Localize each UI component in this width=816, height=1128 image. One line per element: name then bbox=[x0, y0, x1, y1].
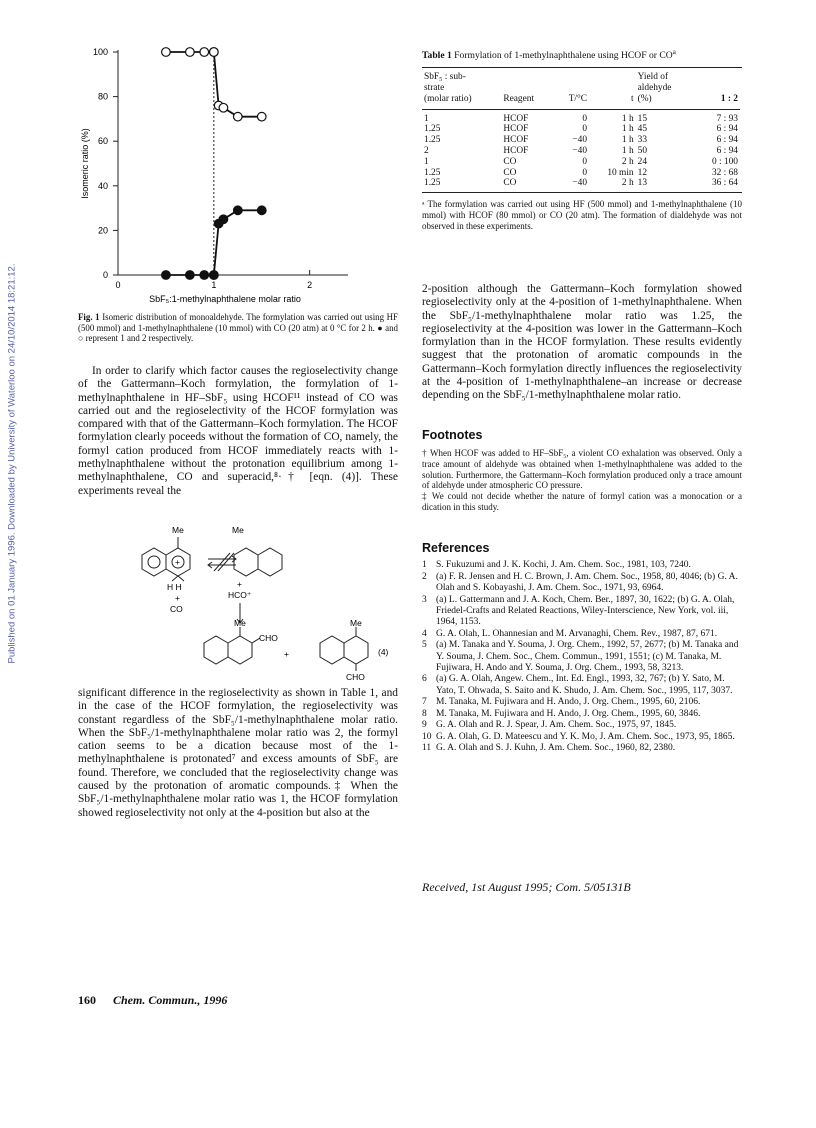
table-cell: CO bbox=[503, 167, 517, 178]
reference-text: M. Tanaka, M. Fujiwara and H. Ando, J. Org. Chem., 1995, 60, 2106. bbox=[436, 697, 701, 708]
table-1 bbox=[422, 48, 742, 232]
table-cell: HCOF bbox=[503, 124, 529, 135]
table-cell: 0 bbox=[582, 156, 588, 167]
table-cell: 2 h bbox=[621, 178, 634, 189]
page-number: 160 bbox=[78, 993, 96, 1007]
table-cell: 1.25 bbox=[424, 167, 441, 178]
data-point bbox=[200, 271, 209, 280]
reference-number: 2 bbox=[422, 571, 427, 582]
cho-label-1: CHO bbox=[259, 633, 278, 643]
reference-text: (a) G. A. Olah, Angew. Chem., Int. Ed. Engl., 1993, 32, 767; (b) Y. Sato, M. Yato, T. Ohwada, S. Saito and K. Shudo, J. Am. Chem. Soc., 1995, 117, 3037. bbox=[436, 674, 733, 696]
reference-text: S. Fukuzumi and J. K. Kochi, J. Am. Chem. Soc., 1981, 103, 7240. bbox=[436, 560, 691, 571]
table-header-cell: 1 : 2 bbox=[694, 68, 740, 109]
footnotes-section bbox=[422, 428, 742, 513]
reference-text: G. A. Olah, L. Ohannesian and M. Arvanaghi, Chem. Rev., 1987, 87, 671. bbox=[436, 628, 718, 639]
hco-label: HCO⁺ bbox=[228, 590, 252, 600]
table-cell: 36 : 64 bbox=[711, 178, 738, 189]
table-cell: HCOF bbox=[503, 113, 529, 124]
reference-text: (a) F. R. Jensen and H. C. Brown, J. Am. Chem. Soc., 1958, 80, 4046; (b) G. A. Olah and S. Kobayashi, J. Am. Chem. Soc., 1971, 93, 6964. bbox=[436, 571, 738, 594]
reference-item bbox=[422, 560, 742, 571]
data-point bbox=[186, 271, 195, 280]
footnote-1: † When HCOF was added to HF–SbF₅, a violent CO exhalation was observed. Only a trace amount of aldehyde was obtained when 1-methylnaphthalene was added to the solution. Furthermore, the Gattermann–Koch formylation produced only a trace amount of aldehyde under atmospheric CO pressure. bbox=[422, 448, 742, 491]
table-cell: 13 bbox=[637, 178, 647, 189]
table-header-cell: Yield of aldehyde (%) bbox=[636, 68, 694, 109]
data-point bbox=[210, 48, 219, 57]
y-tick-label: 80 bbox=[97, 91, 108, 102]
references-heading: References bbox=[422, 541, 490, 555]
figure-caption bbox=[78, 312, 398, 344]
table-cell: 50 bbox=[637, 145, 647, 156]
cho-label-2: CHO bbox=[346, 672, 365, 682]
table-cell: 12 bbox=[637, 167, 647, 178]
table-cell: 6 : 94 bbox=[716, 145, 738, 156]
table-cell: 0 bbox=[582, 124, 588, 135]
table-cell: 1 bbox=[424, 156, 429, 167]
table-footnote: ᵃ The formylation was carried out using HF (500 mmol) and 1-methylnaphthalene (10 mmol) with HCOF (80 mmol) or CO (20 atm). The formation of dialdehyde was not observed in these experiments. bbox=[422, 199, 742, 231]
data-point bbox=[200, 48, 209, 57]
table-cell: 45 bbox=[637, 124, 647, 135]
table-cell: 1 h bbox=[621, 124, 634, 135]
reference-text: (a) L. Gattermann and J. A. Koch, Chem. Ber., 1897, 30, 1622; (b) G. A. Olah, Friedel-Crafts and Related Reactions, Wiley-Interscience, New York, vol. iii, 1964, 1153. bbox=[436, 594, 735, 628]
table-row bbox=[422, 109, 740, 124]
table-cell: 0 bbox=[582, 167, 588, 178]
data-point bbox=[233, 112, 242, 121]
table-cell: 1 bbox=[424, 113, 429, 124]
data-point bbox=[186, 48, 195, 57]
table-cell: −40 bbox=[572, 135, 588, 146]
reference-item bbox=[422, 674, 742, 697]
data-point bbox=[219, 215, 228, 224]
figure-label: Fig. 1 bbox=[78, 312, 100, 322]
methyl-label-4: Me bbox=[350, 618, 362, 628]
table-header-cell: t bbox=[589, 68, 636, 109]
plus-sign-1: + bbox=[175, 593, 180, 603]
table-title: Table 1 Formylation of 1-methylnaphthalene using HCOF or $CO^a$ bbox=[422, 48, 676, 62]
table-cell: 24 bbox=[637, 156, 647, 167]
data-point bbox=[162, 48, 171, 57]
table-row bbox=[422, 146, 740, 157]
table-cell: 0 bbox=[582, 113, 588, 124]
table-header-cell: Reagent bbox=[501, 68, 554, 109]
table-cell: 1 h bbox=[621, 145, 634, 156]
reference-text: G. A. Olah and R. J. Spear, J. Am. Chem. Soc., 1975, 97, 1845. bbox=[436, 720, 677, 731]
references-section bbox=[422, 543, 742, 754]
table-cell: 1.25 bbox=[424, 178, 441, 189]
data-point bbox=[257, 206, 266, 215]
reference-item bbox=[422, 743, 742, 754]
table-cell: 2 h bbox=[621, 156, 634, 167]
table-cell: −40 bbox=[572, 178, 588, 189]
table-row bbox=[422, 157, 740, 168]
footnotes-heading: Footnotes bbox=[422, 428, 483, 442]
table-cell: −40 bbox=[572, 145, 588, 156]
body-paragraph-3: 2-position although the Gattermann–Koch formylation showed regioselectivity only at the 4-position of 1-methylnaphthalene. When the SbF₅/1-methylnaphthalene molar ratio was 1.25, the regioselectivity at the 4-position was lower in the Gattermann–Koch formylation than in the HCOF formylation. These results evidently suggest that the protonation of aromatic compounds in the Gattermann–Koch formylation directly influences the regioselectivity at the 4-position of 1-methylnaphthalene–an increase or decrease depending on the SbF₅/1-methylnaphthalene molar ratio. bbox=[422, 283, 742, 402]
table-cell: 7 : 93 bbox=[716, 113, 738, 124]
reference-number: 8 bbox=[422, 708, 427, 719]
reference-text: G. A. Olah, G. D. Mateescu and Y. K. Mo, J. Am. Chem. Soc., 1973, 95, 1865. bbox=[436, 731, 735, 742]
reference-text: (a) M. Tanaka and Y. Souma, J. Org. Chem., 1992, 57, 2677; (b) M. Tanaka and Y. Souma, J. Chem. Soc., Chem. Commun., 1991, 1551; (c) M. Tanaka, M. Fujiwara, H. Ando and Y. Souma, J. Org. Chem., 1993, 58, 3213. bbox=[436, 640, 739, 674]
reference-number: 4 bbox=[422, 628, 427, 639]
table-cell: 1.25 bbox=[424, 124, 441, 135]
hh-label: H H bbox=[167, 582, 182, 592]
body-paragraph-1: In order to clarify which factor causes the regioselectivity change of the Gattermann–Koch formylation, the formylation of 1-methylnaphthalene in HF–SbF₅ using HCOF¹¹ instead of CO was carried out and the regioselectivity of the HCOF formylation was compared with that of the Gattermann–Koch formylation. The HCOF formylation clearly poceeds without the formation of CO, namely, the formyl cation produced from HCOF immediately reacts with 1-methylnaphthalene without the protonation equilibrium among 1-methylnaphthalene, CO and superacid,⁸·† [eqn. (4)]. These experiments reveal the bbox=[78, 365, 398, 497]
methyl-label-3: Me bbox=[234, 618, 246, 628]
reference-item bbox=[422, 595, 742, 629]
y-tick-label: 40 bbox=[97, 180, 108, 191]
table-cell: 1 h bbox=[621, 113, 634, 124]
reference-item bbox=[422, 640, 742, 674]
plus-charge: + bbox=[175, 557, 180, 567]
table-cell: 1.25 bbox=[424, 135, 441, 146]
table-cell: 32 : 68 bbox=[711, 167, 738, 178]
reference-item bbox=[422, 629, 742, 640]
reference-number: 11 bbox=[422, 742, 432, 753]
reference-item bbox=[422, 697, 742, 708]
y-tick-label: 20 bbox=[97, 225, 108, 236]
reaction-scheme bbox=[78, 515, 408, 682]
plus-sign-3: + bbox=[284, 649, 289, 659]
body-paragraph-2: significant difference in the regioselectivity as shown in Table 1, and in the case of the HCOF formylation, the regioselectivity was constant regardless of the SbF₅/1-methylnaphthalene molar ratio. When the SbF₅/1-methylnaphthalene molar ratio was 2, the formyl cation seems to be a dication because most of the 1-methylnaphthalene is protonated⁷ and excess amounts of SbF₅ are found. Therefore, we concluded that the regioselectivity change was caused by the protonation of aromatic compounds.‡ When the SbF₅/1-methylnaphthalene molar ratio was 1, the HCOF formylation showed regioselectivity not only at the 4-position but also at the bbox=[78, 687, 398, 819]
x-tick-label: 2 bbox=[307, 280, 313, 290]
reference-number: 1 bbox=[422, 560, 427, 571]
table-row bbox=[422, 124, 740, 135]
data-point bbox=[219, 103, 228, 112]
reference-text: M. Tanaka, M. Fujiwara and H. Ando, J. Org. Chem., 1995, 60, 3846. bbox=[436, 708, 701, 719]
data-point bbox=[257, 112, 266, 121]
equation-number: (4) bbox=[378, 647, 389, 657]
table-cell: 1 h bbox=[621, 135, 634, 146]
x-tick-label: 1 bbox=[211, 280, 217, 290]
table-cell: 2 bbox=[424, 145, 429, 156]
table-header-cell: SbF₅ : sub- strate (molar ratio) bbox=[422, 68, 501, 109]
reference-number: 3 bbox=[422, 594, 427, 605]
table-cell: 33 bbox=[637, 135, 647, 146]
reference-number: 10 bbox=[422, 731, 432, 742]
figure-1-chart bbox=[70, 40, 370, 312]
reference-number: 7 bbox=[422, 697, 427, 708]
y-tick-label: 0 bbox=[102, 270, 108, 280]
journal-name: Chem. Commun., 1996 bbox=[113, 993, 228, 1007]
x-tick-label: 0 bbox=[115, 280, 121, 290]
table-cell: 15 bbox=[637, 113, 647, 124]
y-tick-label: 60 bbox=[97, 136, 108, 147]
x-axis-label: SbF₅:1-methylnaphthalene molar ratio bbox=[149, 294, 301, 304]
table-cell: HCOF bbox=[503, 135, 529, 146]
methyl-label-1: Me bbox=[172, 525, 184, 535]
data-point bbox=[162, 271, 171, 280]
reference-item bbox=[422, 732, 742, 743]
table-cell: 6 : 94 bbox=[716, 124, 738, 135]
table-body bbox=[422, 68, 740, 189]
table-cell: HCOF bbox=[503, 145, 529, 156]
download-watermark: Published on 01 January 1996. Downloaded by University of Waterloo on 24/10/2014 18:21:12. bbox=[6, 263, 18, 664]
figure-caption-text: Isomeric distribution of monoaldehyde. The formylation was carried out using HF (500 mmol) and 1-methylnaphthalene (10 mmol) with CO (20 atm) at 0 °C for 2 h. ● and ○ represent 1 and 2 respectively. bbox=[78, 312, 398, 344]
methyl-label-2: Me bbox=[232, 525, 244, 535]
y-axis-label: Isomeric ratio (%) bbox=[80, 128, 90, 199]
reference-text: G. A. Olah and S. J. Kuhn, J. Am. Chem. Soc., 1960, 82, 2380. bbox=[436, 742, 676, 753]
page-footer bbox=[78, 993, 227, 1008]
reference-number: 6 bbox=[422, 674, 427, 685]
reference-number: 5 bbox=[422, 640, 427, 651]
reference-item bbox=[422, 572, 742, 595]
table-header-cell: T/°C bbox=[555, 68, 589, 109]
table-row bbox=[422, 168, 740, 179]
plus-sign-2: + bbox=[237, 579, 242, 589]
table-row bbox=[422, 178, 740, 189]
received-line: Received, 1st August 1995; Com. 5/05131B bbox=[422, 880, 631, 894]
table-cell: CO bbox=[503, 156, 517, 167]
co-label: CO bbox=[170, 604, 183, 614]
y-tick-label: 100 bbox=[92, 47, 108, 57]
table-row bbox=[422, 135, 740, 146]
table-cell: 6 : 94 bbox=[716, 135, 738, 146]
footnote-2: ‡ We could not decide whether the nature of formyl cation was a monocation or a dication in this study. bbox=[422, 491, 742, 512]
reference-number: 9 bbox=[422, 720, 427, 731]
reference-item bbox=[422, 709, 742, 720]
data-point bbox=[210, 271, 219, 280]
reference-item bbox=[422, 720, 742, 731]
data-point bbox=[233, 206, 242, 215]
table-cell: 0 : 100 bbox=[711, 156, 738, 167]
table-cell: CO bbox=[503, 178, 517, 189]
table-cell: 10 min bbox=[607, 167, 634, 178]
